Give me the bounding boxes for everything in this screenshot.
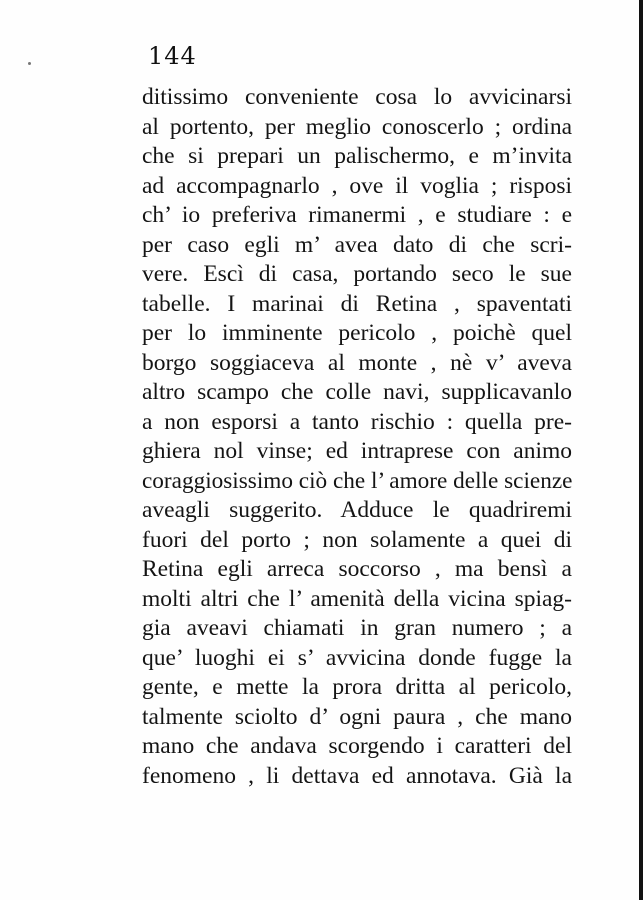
- text-line: mano che andava scorgendo i caratteri del: [142, 733, 572, 759]
- text-line: talmente sciolto d’ ogni paura , che mano: [142, 703, 572, 730]
- text-line: fenomeno , li dettava ed annotava. Già la: [142, 762, 572, 789]
- text-line: altro scampo che colle navi, supplicavanlo: [142, 379, 572, 405]
- text-line: al portento, per meglio conoscerlo ; ordina: [142, 113, 572, 140]
- text-line: aveagli suggerito. Adduce le quadriremi: [142, 497, 572, 523]
- text-line: ditissimo conveniente cosa lo avvicinarsi: [142, 84, 572, 110]
- paper-speck: [28, 62, 31, 65]
- text-line: per lo imminente pericolo , poichè quel: [142, 320, 572, 346]
- page-edge-shadow: [639, 0, 643, 900]
- body-text: [142, 83, 572, 791]
- text-line: que’ luoghi ei s’ avvicina donde fugge la: [142, 644, 572, 671]
- page-number: 144: [148, 42, 197, 70]
- text-line: a non esporsi a tanto rischio : quella pre-: [142, 408, 572, 435]
- text-line: coraggiosissimo ciò che l’ amore delle scienze: [142, 467, 573, 494]
- text-line: che si prepari un palischermo, e m’invita: [142, 143, 572, 169]
- text-line: Retina egli arreca soccorso , ma bensì a: [142, 556, 572, 582]
- text-line: molti altri che l’ amenità della vicina spiag-: [142, 585, 572, 612]
- text-line: borgo soggiaceva al monte , nè v’ aveva: [142, 349, 572, 376]
- text-line: tabelle. I marinai di Retina , spaventati: [142, 290, 572, 317]
- text-line: gia aveavi chiamati in gran numero ; a: [142, 615, 572, 641]
- text-line: per caso egli m’ avea dato di che scri-: [142, 231, 572, 258]
- text-line: gente, e mette la prora dritta al pericolo,: [142, 674, 572, 700]
- text-line: ch’ io preferiva rimanermi , e studiare : e: [142, 202, 572, 228]
- text-line: fuori del porto ; non solamente a quei di: [142, 526, 572, 553]
- text-line: vere. Escì di casa, portando seco le sue: [142, 261, 572, 287]
- text-line: ghiera nol vinse; ed intraprese con animo: [142, 438, 572, 464]
- text-line: ad accompagnarlo , ove il voglia ; risposi: [142, 172, 572, 199]
